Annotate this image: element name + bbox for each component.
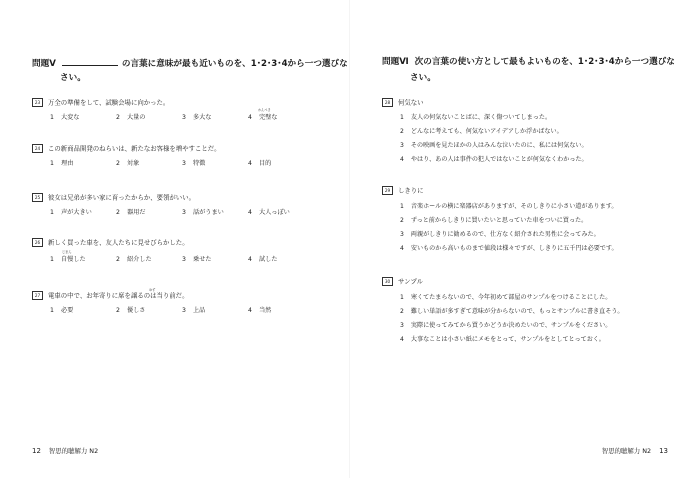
- option-2[interactable]: 2 器用だ: [116, 209, 146, 216]
- question-number: 26: [32, 238, 43, 247]
- option-1[interactable]: 1 必要: [50, 307, 74, 314]
- option-4[interactable]: 4 やはり、あの人は事件の犯人ではないことが何気なくわかった。: [400, 156, 588, 163]
- option-2[interactable]: 2 対象: [116, 160, 140, 167]
- question-number: 28: [382, 98, 393, 107]
- question-number: 23: [32, 98, 43, 107]
- option-1[interactable]: 1 大変な: [50, 114, 80, 121]
- right-page: [350, 0, 700, 478]
- question-28: [382, 98, 424, 108]
- question-number: 27: [32, 291, 43, 300]
- problem-6-heading: [382, 56, 675, 69]
- option-3[interactable]: 3 上品: [182, 307, 206, 314]
- option-2[interactable]: 2 どんなに考えても、何気ないアイデアしか浮かばない。: [400, 128, 563, 135]
- question-23: [32, 98, 169, 108]
- problem-5-label: 問題Ⅴ: [32, 59, 56, 69]
- question-word: サンプル: [398, 277, 423, 286]
- question-ruby: ゆず: [149, 288, 156, 292]
- question-29: [382, 186, 424, 196]
- question-word: 何気ない: [398, 98, 424, 107]
- option-3[interactable]: 3 実際に使ってみてから買うかどうか決めたいので、サンプルをください。: [400, 322, 612, 329]
- question-text: 電車の中で、お年寄りに席を譲るのは当り前だ。: [48, 291, 189, 300]
- option-4[interactable]: 4 大人っぽい: [248, 209, 290, 216]
- underline-blank: [62, 56, 118, 66]
- footer-title: 智思的聴解力 N2: [48, 447, 99, 455]
- option-2[interactable]: 2 大量の: [116, 114, 146, 121]
- option-ruby: じまん: [62, 250, 72, 254]
- option-4[interactable]: 4 安いものから高いものまで値段は様々ですが、しきりに五千円は必要です。: [400, 245, 618, 252]
- question-text: 新しく買った車を、友人たちに見せびらかした。: [48, 238, 189, 247]
- page-number: 12: [32, 447, 41, 455]
- question-number: 24: [32, 144, 43, 153]
- question-text: この新商品開発のねらいは、新たなお客様を増やすことだ。: [48, 144, 221, 153]
- option-4[interactable]: 4 完璧な: [248, 114, 278, 121]
- question-30: [382, 277, 423, 287]
- option-3[interactable]: 3 多大な: [182, 114, 212, 121]
- option-3[interactable]: 3 特徴: [182, 160, 206, 167]
- left-footer: [32, 446, 98, 455]
- option-1[interactable]: 1 友人の何気ないことばに、深く傷ついてしまった。: [400, 114, 552, 121]
- option-4[interactable]: 4 当然: [248, 307, 272, 314]
- question-word: しきりに: [398, 186, 424, 195]
- question-26: [32, 238, 189, 248]
- problem-5-instruction-cont: さい。: [60, 73, 86, 83]
- question-text: 彼女は兄弟が多い家に育ったからか、要領がいい。: [48, 193, 195, 202]
- option-4[interactable]: 4 目的: [248, 160, 272, 167]
- option-1[interactable]: 1 音楽ホールの横に楽器店がありますが、そのしきりに小さい道があります。: [400, 203, 618, 210]
- option-1[interactable]: 1 寒くてたまらないので、今年初めて部屋のサンプルをつけることにした。: [400, 294, 612, 301]
- question-24: [32, 144, 221, 154]
- option-3[interactable]: 3 乗せた: [182, 256, 212, 263]
- option-2[interactable]: 2 紹介した: [116, 256, 152, 263]
- problem-6-instruction-cont: さい。: [410, 73, 436, 83]
- option-2[interactable]: 2 ずっと前からしきりに買いたいと思っていた車をついに買った。: [400, 217, 588, 224]
- question-text: 万全の準備をして、試験会場に向かった。: [48, 98, 170, 107]
- problem-5-heading: [32, 56, 348, 71]
- problem-5-instruction: の言葉に意味が最も近いものを、1･2･3･4から一つ選びな: [121, 59, 348, 69]
- question-27: [32, 291, 188, 301]
- option-1[interactable]: 1 理由: [50, 160, 74, 167]
- option-1[interactable]: 1 自慢した: [50, 256, 86, 263]
- question-number: 25: [32, 193, 43, 202]
- option-4[interactable]: 4 試した: [248, 256, 278, 263]
- option-3[interactable]: 3 話がうまい: [182, 209, 224, 216]
- problem-6-instruction: 次の言葉の使い方として最もよいものを、1･2･3･4から一つ選びな: [414, 57, 675, 67]
- question-number: 30: [382, 277, 393, 286]
- option-ruby: かんぺき: [258, 108, 271, 112]
- option-1[interactable]: 1 声が大きい: [50, 209, 92, 216]
- question-25: [32, 193, 195, 203]
- page-number: 13: [659, 447, 668, 455]
- problem-6-label: 問題Ⅵ: [382, 57, 409, 67]
- question-number: 29: [382, 186, 393, 195]
- footer-title: 智思的聴解力 N2: [601, 447, 652, 455]
- option-4[interactable]: 4 大事なことは小さい紙にメモをとって、サンプルをとしてとっておく。: [400, 336, 605, 343]
- option-3[interactable]: 3 両親がしきりに勧めるので、仕方なく紹介された男性に会ってみた。: [400, 231, 600, 238]
- option-2[interactable]: 2 優しさ: [116, 307, 146, 314]
- right-footer: [602, 446, 668, 455]
- option-3[interactable]: 3 その映画を見たほかの人はみんな泣いたのに、私には何気ない。: [400, 142, 588, 149]
- option-2[interactable]: 2 難しい単語が多すぎて意味が分からないので、もっとサンプルに書き直そう。: [400, 308, 624, 315]
